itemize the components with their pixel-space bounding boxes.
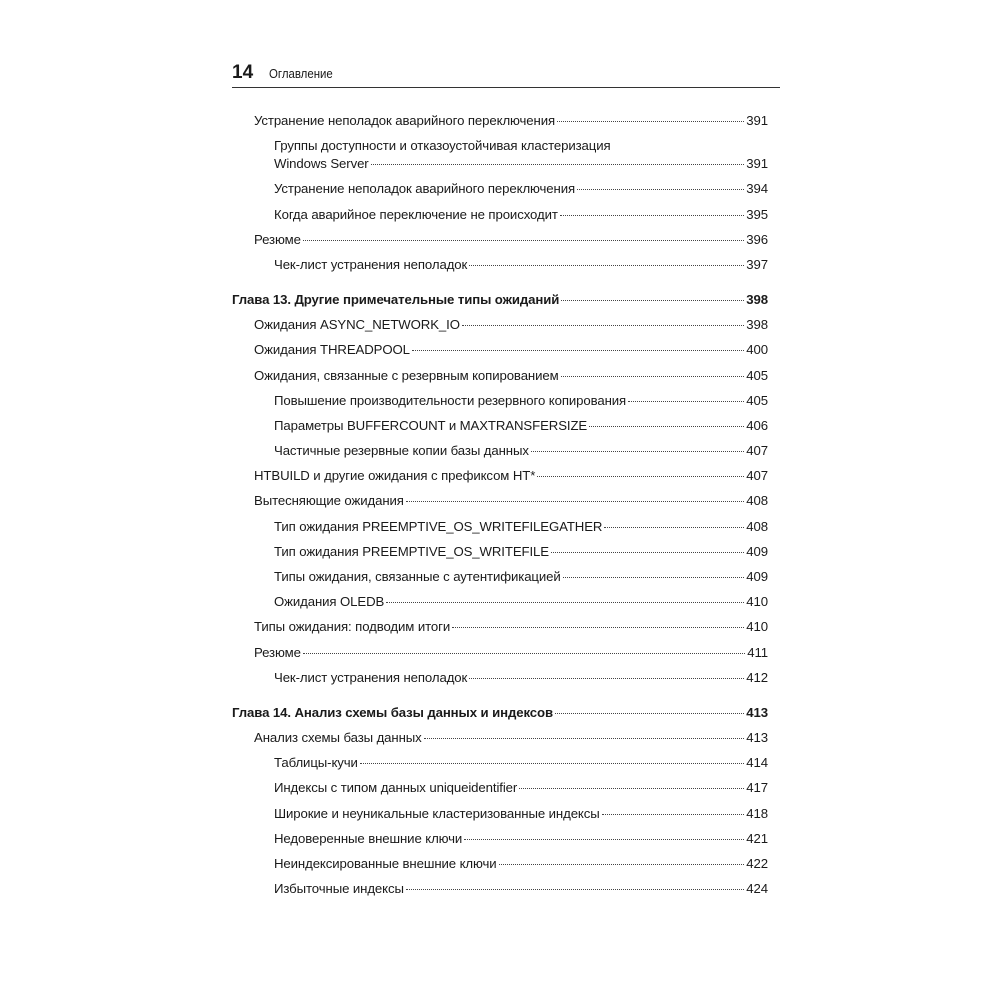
dot-leader [589, 426, 744, 427]
toc-entry-title: Типы ожидания, связанные с аутентификацией [274, 569, 561, 584]
toc-entry-title: Параметры BUFFERCOUNT и MAXTRANSFERSIZE [274, 417, 588, 433]
toc-entry-title: Тип ожидания PREEMPTIVE_OS_WRITEFILEGATHER [274, 518, 603, 534]
toc-entry-title: Недоверенные внешние ключи [274, 830, 463, 846]
toc-entry-page: 412 [746, 669, 768, 685]
toc-entry-page: 408 [746, 493, 768, 509]
dot-leader [519, 788, 744, 789]
toc-entry-title: HTBUILD и другие ожидания с префиксом HT* [254, 468, 536, 484]
toc-entry[interactable] [232, 568, 768, 586]
toc-entry-title: Вытесняющие ожидания [254, 493, 404, 509]
toc-entry[interactable] [232, 180, 768, 198]
page-number: 14 [232, 62, 254, 83]
toc-entry-title: Устранение неполадок аварийного переключения [254, 113, 556, 128]
toc-entry[interactable] [232, 112, 768, 130]
table-of-contents [232, 112, 768, 898]
toc-entry-title: Неиндексированные внешние ключи [274, 855, 497, 871]
toc-entry[interactable] [232, 467, 768, 485]
toc-entry[interactable] [232, 855, 768, 873]
toc-entry-title: Ожидания THREADPOOL [254, 342, 410, 358]
toc-entry[interactable] [232, 754, 768, 772]
toc-entry-page: 398 [746, 291, 768, 307]
toc-entry-title: Резюме [254, 644, 301, 660]
running-title: Оглавление [269, 66, 333, 81]
toc-entry-page: 422 [746, 855, 768, 871]
dot-leader [499, 864, 745, 865]
dot-leader [560, 215, 745, 216]
toc-entry-page: 417 [746, 780, 768, 796]
toc-entry-page: 411 [747, 644, 768, 660]
dot-leader [469, 265, 744, 266]
toc-entry-title: Индексы с типом данных uniqueidentifier [274, 780, 518, 796]
toc-entry-page: 409 [746, 543, 768, 559]
toc-entry-title: Windows Server [274, 156, 369, 172]
toc-entry[interactable] [232, 593, 768, 611]
toc-entry-page: 413 [746, 729, 768, 745]
toc-entry-title: Избыточные индексы [274, 881, 404, 897]
toc-entry-title: Когда аварийное переключение не происходит [274, 206, 558, 222]
toc-entry-title: Таблицы-кучи [274, 755, 358, 771]
dot-leader [577, 189, 744, 190]
toc-entry-page: 391 [746, 156, 768, 172]
dot-leader [406, 501, 744, 502]
dot-leader [412, 350, 744, 351]
dot-leader [371, 164, 745, 165]
toc-entry[interactable] [232, 618, 768, 636]
dot-leader [602, 814, 745, 815]
dot-leader [531, 451, 744, 452]
toc-entry-page: 413 [746, 704, 768, 720]
toc-entry-page: 406 [746, 417, 768, 433]
toc-chapter-entry[interactable] [232, 291, 768, 309]
dot-leader [557, 121, 744, 122]
toc-entry-title: Резюме [254, 231, 301, 247]
toc-entry[interactable] [232, 805, 768, 823]
toc-entry[interactable] [232, 830, 768, 848]
dot-leader [452, 627, 744, 628]
toc-entry-title: Ожидания OLEDB [274, 594, 385, 610]
dot-leader [303, 240, 744, 241]
toc-entry-page: 409 [746, 569, 768, 584]
toc-entry-title: Глава 13. Другие примечательные типы ожиданий [232, 291, 560, 307]
toc-entry-page: 394 [746, 181, 768, 197]
toc-entry-title: Ожидания, связанные с резервным копированием [254, 367, 559, 383]
toc-entry[interactable] [232, 341, 768, 359]
toc-entry-page: 407 [746, 443, 768, 459]
toc-entry[interactable] [232, 644, 768, 662]
dot-leader [563, 577, 745, 578]
toc-entry-title: Устранение неполадок аварийного переключения [274, 181, 576, 197]
toc-entry-title: Ожидания ASYNC_NETWORK_IO [254, 317, 460, 333]
dot-leader [406, 889, 744, 890]
dot-leader [561, 376, 745, 377]
toc-entry[interactable] [232, 729, 768, 747]
toc-entry-title: Чек-лист устранения неполадок [274, 256, 468, 272]
toc-entry-title: Повышение производительности резервного копирования [274, 392, 627, 408]
toc-entry[interactable] [232, 256, 768, 274]
toc-entry[interactable] [232, 137, 768, 173]
dot-leader [628, 401, 744, 402]
toc-entry-title: Группы доступности и отказоустойчивая кластеризация [274, 138, 611, 154]
toc-entry-page: 405 [746, 367, 768, 383]
toc-entry-page: 400 [746, 342, 768, 358]
dot-leader [462, 325, 744, 326]
toc-entry-page: 408 [746, 518, 768, 534]
toc-entry[interactable] [232, 231, 768, 249]
page-header [232, 62, 780, 86]
toc-entry[interactable] [232, 417, 768, 435]
toc-entry[interactable] [232, 880, 768, 898]
toc-entry-title: Типы ожидания: подводим итоги [254, 619, 451, 635]
toc-entry-page: 424 [746, 881, 768, 897]
toc-entry-page: 418 [746, 805, 768, 821]
dot-leader [424, 738, 745, 739]
toc-entry[interactable] [232, 543, 768, 561]
header-rule [232, 87, 780, 88]
toc-entry-title: Широкие и неуникальные кластеризованные индексы [274, 805, 600, 821]
toc-entry-page: 391 [746, 113, 768, 128]
toc-entry-title: Частичные резервные копии базы данных [274, 443, 529, 459]
toc-entry-page: 398 [746, 317, 768, 333]
toc-chapter-entry[interactable] [232, 704, 768, 722]
toc-entry[interactable] [232, 206, 768, 224]
toc-entry[interactable] [232, 779, 768, 797]
toc-entry-title: Анализ схемы базы данных [254, 729, 422, 745]
toc-entry[interactable] [232, 669, 768, 687]
toc-entry-page: 410 [746, 619, 768, 635]
dot-leader [555, 713, 744, 714]
toc-entry-page: 421 [746, 830, 768, 846]
toc-entry-page: 407 [746, 468, 768, 484]
toc-entry-page: 410 [746, 594, 768, 610]
toc-entry[interactable] [232, 367, 768, 385]
toc-entry[interactable] [232, 518, 768, 536]
dot-leader [464, 839, 744, 840]
toc-entry-page: 395 [746, 206, 768, 222]
toc-entry[interactable] [232, 492, 768, 510]
toc-entry[interactable] [232, 316, 768, 334]
dot-leader [551, 552, 744, 553]
dot-leader [303, 653, 745, 654]
dot-leader [537, 476, 744, 477]
toc-entry-page: 396 [746, 231, 768, 247]
toc-entry[interactable] [232, 442, 768, 460]
dot-leader [561, 300, 744, 301]
toc-entry-title: Тип ожидания PREEMPTIVE_OS_WRITEFILE [274, 543, 549, 559]
toc-entry-title: Глава 14. Анализ схемы базы данных и индексов [232, 704, 553, 720]
toc-entry-page: 405 [746, 392, 768, 408]
toc-entry[interactable] [232, 392, 768, 410]
dot-leader [386, 602, 744, 603]
toc-entry-title: Чек-лист устранения неполадок [274, 669, 468, 685]
dot-leader [360, 763, 745, 764]
toc-entry-page: 414 [746, 755, 768, 771]
dot-leader [604, 527, 744, 528]
dot-leader [469, 678, 744, 679]
toc-entry-page: 397 [746, 256, 768, 272]
